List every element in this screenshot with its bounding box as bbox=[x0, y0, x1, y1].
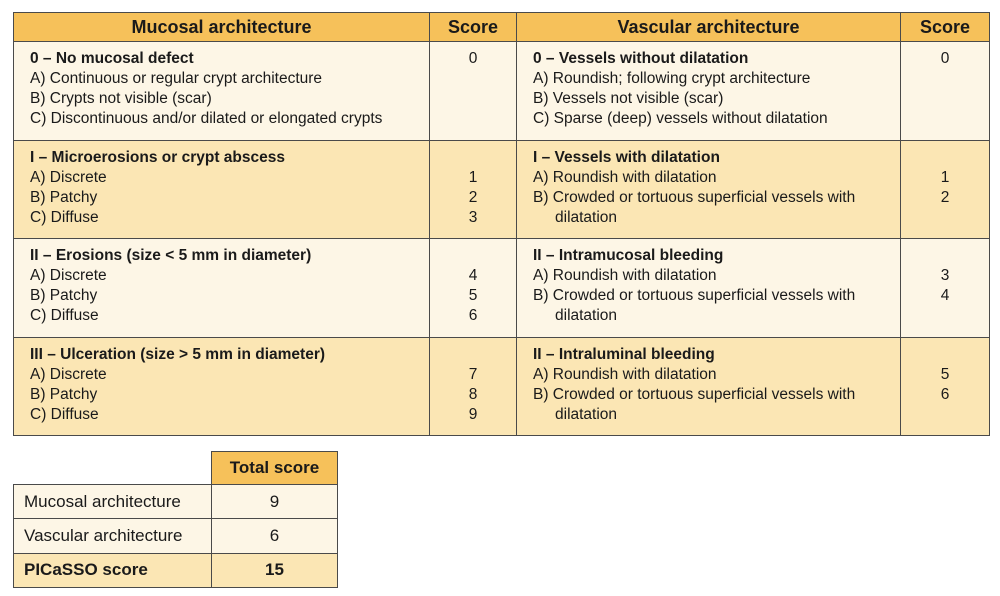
mucosal-cell bbox=[14, 337, 430, 436]
vascular-score-cell bbox=[901, 42, 990, 141]
total-label: Vascular architecture bbox=[14, 519, 212, 553]
header-score-vascular: Score bbox=[901, 13, 990, 42]
score-value: 1 bbox=[468, 168, 478, 186]
category-item: B) Patchy bbox=[30, 188, 98, 206]
mucosal-score-cell bbox=[430, 42, 517, 141]
vascular-score-cell bbox=[901, 337, 990, 436]
score-value: 2 bbox=[940, 188, 950, 206]
total-blank-cell bbox=[14, 452, 212, 485]
score-value: 6 bbox=[468, 307, 478, 324]
header-vascular: Vascular architecture bbox=[517, 13, 901, 42]
vascular-cell bbox=[517, 337, 901, 436]
category-item: C) Diffuse bbox=[30, 208, 99, 226]
mucosal-score-cell bbox=[430, 337, 517, 436]
mucosal-cell bbox=[14, 239, 430, 338]
total-row-mucosal bbox=[14, 485, 338, 519]
total-value: 6 bbox=[212, 519, 338, 553]
table-row bbox=[14, 239, 990, 338]
category-item: A) Roundish; following crypt architecture bbox=[533, 70, 811, 87]
score-value: 5 bbox=[468, 287, 478, 304]
score-value: 2 bbox=[468, 188, 478, 206]
category-item: C) Sparse (deep) vessels without dilatation bbox=[533, 110, 828, 127]
category-item: C) Diffuse bbox=[30, 405, 99, 423]
category-item: B) Crowded or tortuous superficial vessels with dilatation bbox=[533, 188, 856, 226]
vascular-score-cell bbox=[901, 239, 990, 338]
total-row-picasso bbox=[14, 553, 338, 587]
score-value: 6 bbox=[940, 385, 950, 403]
mucosal-score-cell bbox=[430, 140, 517, 239]
header-mucosal: Mucosal architecture bbox=[14, 13, 430, 42]
table-row bbox=[14, 337, 990, 436]
mucosal-cell bbox=[14, 42, 430, 141]
category-item: B) Vessels not visible (scar) bbox=[533, 90, 724, 107]
picasso-scoring-table bbox=[13, 12, 990, 436]
category-item: B) Crowded or tortuous superficial vessels with dilatation bbox=[533, 385, 856, 423]
total-label: PICaSSO score bbox=[14, 553, 212, 587]
vascular-cell bbox=[517, 42, 901, 141]
header-score-mucosal: Score bbox=[430, 13, 517, 42]
score-value: 8 bbox=[468, 385, 478, 403]
total-score-table bbox=[13, 451, 338, 588]
category-heading: II – Erosions (size < 5 mm in diameter) bbox=[30, 247, 312, 264]
category-item: B) Patchy bbox=[30, 287, 98, 304]
category-heading: 0 – No mucosal defect bbox=[30, 50, 194, 67]
total-label: Mucosal architecture bbox=[14, 485, 212, 519]
category-item: A) Discrete bbox=[30, 267, 107, 284]
category-item: B) Crypts not visible (scar) bbox=[30, 90, 212, 107]
score-value: 0 bbox=[940, 50, 950, 67]
category-item: C) Discontinuous and/or dilated or elongated crypts bbox=[30, 110, 383, 127]
category-item: A) Roundish with dilatation bbox=[533, 267, 717, 284]
category-heading: I – Vessels with dilatation bbox=[533, 148, 720, 166]
vascular-cell bbox=[517, 140, 901, 239]
score-value: 4 bbox=[940, 287, 950, 304]
total-header-row bbox=[14, 452, 338, 485]
score-value: 4 bbox=[468, 267, 478, 284]
category-item: C) Diffuse bbox=[30, 307, 99, 324]
vascular-cell bbox=[517, 239, 901, 338]
category-item: B) Crowded or tortuous superficial vessels with dilatation bbox=[533, 287, 856, 324]
header-row bbox=[14, 13, 990, 42]
category-item: B) Patchy bbox=[30, 385, 98, 403]
total-value: 9 bbox=[212, 485, 338, 519]
score-value: 3 bbox=[940, 267, 950, 284]
category-heading: III – Ulceration (size > 5 mm in diameter) bbox=[30, 345, 326, 363]
total-score-header: Total score bbox=[212, 452, 338, 485]
category-item: A) Roundish with dilatation bbox=[533, 168, 717, 186]
category-heading: II – Intramucosal bleeding bbox=[533, 247, 724, 264]
category-heading: I – Microerosions or crypt abscess bbox=[30, 148, 285, 166]
category-item: A) Discrete bbox=[30, 168, 107, 186]
category-item: A) Roundish with dilatation bbox=[533, 365, 717, 383]
table-row bbox=[14, 140, 990, 239]
score-value: 9 bbox=[468, 405, 478, 423]
table-row bbox=[14, 42, 990, 141]
score-value: 5 bbox=[940, 365, 950, 383]
total-value: 15 bbox=[212, 553, 338, 587]
category-heading: II – Intraluminal bleeding bbox=[533, 345, 715, 363]
score-value: 7 bbox=[468, 365, 478, 383]
score-value: 1 bbox=[940, 168, 950, 186]
category-item: A) Discrete bbox=[30, 365, 107, 383]
score-value: 3 bbox=[468, 208, 478, 226]
vascular-score-cell bbox=[901, 140, 990, 239]
category-heading: 0 – Vessels without dilatation bbox=[533, 50, 749, 67]
mucosal-cell bbox=[14, 140, 430, 239]
total-row-vascular bbox=[14, 519, 338, 553]
mucosal-score-cell bbox=[430, 239, 517, 338]
category-item: A) Continuous or regular crypt architecture bbox=[30, 70, 323, 87]
score-value: 0 bbox=[468, 50, 478, 67]
